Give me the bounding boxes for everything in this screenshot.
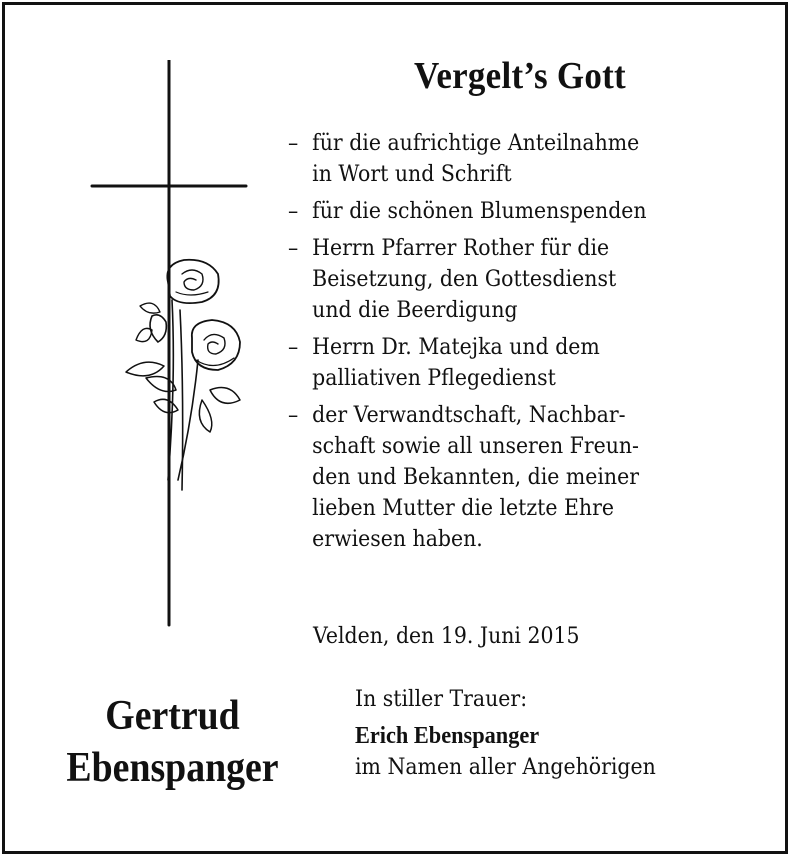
thanks-text: in Wort und Schrift [312, 162, 512, 187]
mourning-label: In stiller Trauer: [355, 687, 528, 712]
place-date: Velden, den 19. Juni 2015 [313, 624, 580, 649]
notice-title: Vergelt’s Gott [414, 55, 626, 97]
bullet-dash: – [288, 199, 299, 224]
thanks-line [288, 264, 725, 295]
thanks-text: Beisetzung, den Gottesdienst [312, 267, 617, 292]
thanks-list [288, 128, 725, 561]
mourning-block [355, 684, 656, 783]
thanks-text: schaft sowie all unseren Freun- [312, 434, 639, 459]
thanks-text: lieben Mutter die letzte Ehre [312, 496, 614, 521]
thanks-line [288, 295, 725, 326]
bullet-dash: – [288, 335, 299, 360]
thanks-line [288, 128, 725, 159]
thanks-text: palliativen Pflegedienst [312, 366, 556, 391]
thanks-line [288, 233, 725, 264]
thanks-line [288, 493, 725, 524]
thanks-text: und die Beerdigung [312, 298, 518, 323]
bullet-dash: – [288, 403, 299, 428]
thanks-line [288, 159, 725, 190]
thanks-text: erwiesen haben. [312, 527, 483, 552]
thanks-item [288, 128, 725, 190]
bullet-dash: – [288, 131, 299, 156]
thanks-text: der Verwandtschaft, Nachbar- [312, 403, 626, 428]
thanks-text: Herrn Pfarrer Rother für die [312, 236, 610, 261]
bullet-dash: – [288, 236, 299, 261]
deceased-first-name: Gertrud [105, 693, 240, 739]
thanks-text: für die aufrichtige Anteilnahme [312, 131, 640, 156]
thanks-line [288, 462, 725, 493]
deceased-name [53, 690, 292, 794]
thanks-item [288, 233, 725, 326]
thanks-item [288, 332, 725, 394]
thanks-line [288, 400, 725, 431]
thanks-line [288, 363, 725, 394]
thanks-text: Herrn Dr. Matejka und dem [312, 335, 600, 360]
deceased-last-name: Ebenspanger [66, 745, 279, 791]
cross-with-roses-icon [80, 60, 260, 630]
thanks-line [288, 431, 725, 462]
thanks-text: den und Bekannten, die meiner [312, 465, 640, 490]
thanks-text: für die schönen Blumenspenden [312, 199, 647, 224]
thanks-line [288, 196, 725, 227]
thanks-item [288, 400, 725, 555]
signer-note: im Namen aller Angehörigen [355, 755, 656, 780]
thanks-line [288, 524, 725, 555]
thanks-line [288, 332, 725, 363]
signer-name: Erich Ebenspanger [355, 723, 540, 749]
thanks-item [288, 196, 725, 227]
